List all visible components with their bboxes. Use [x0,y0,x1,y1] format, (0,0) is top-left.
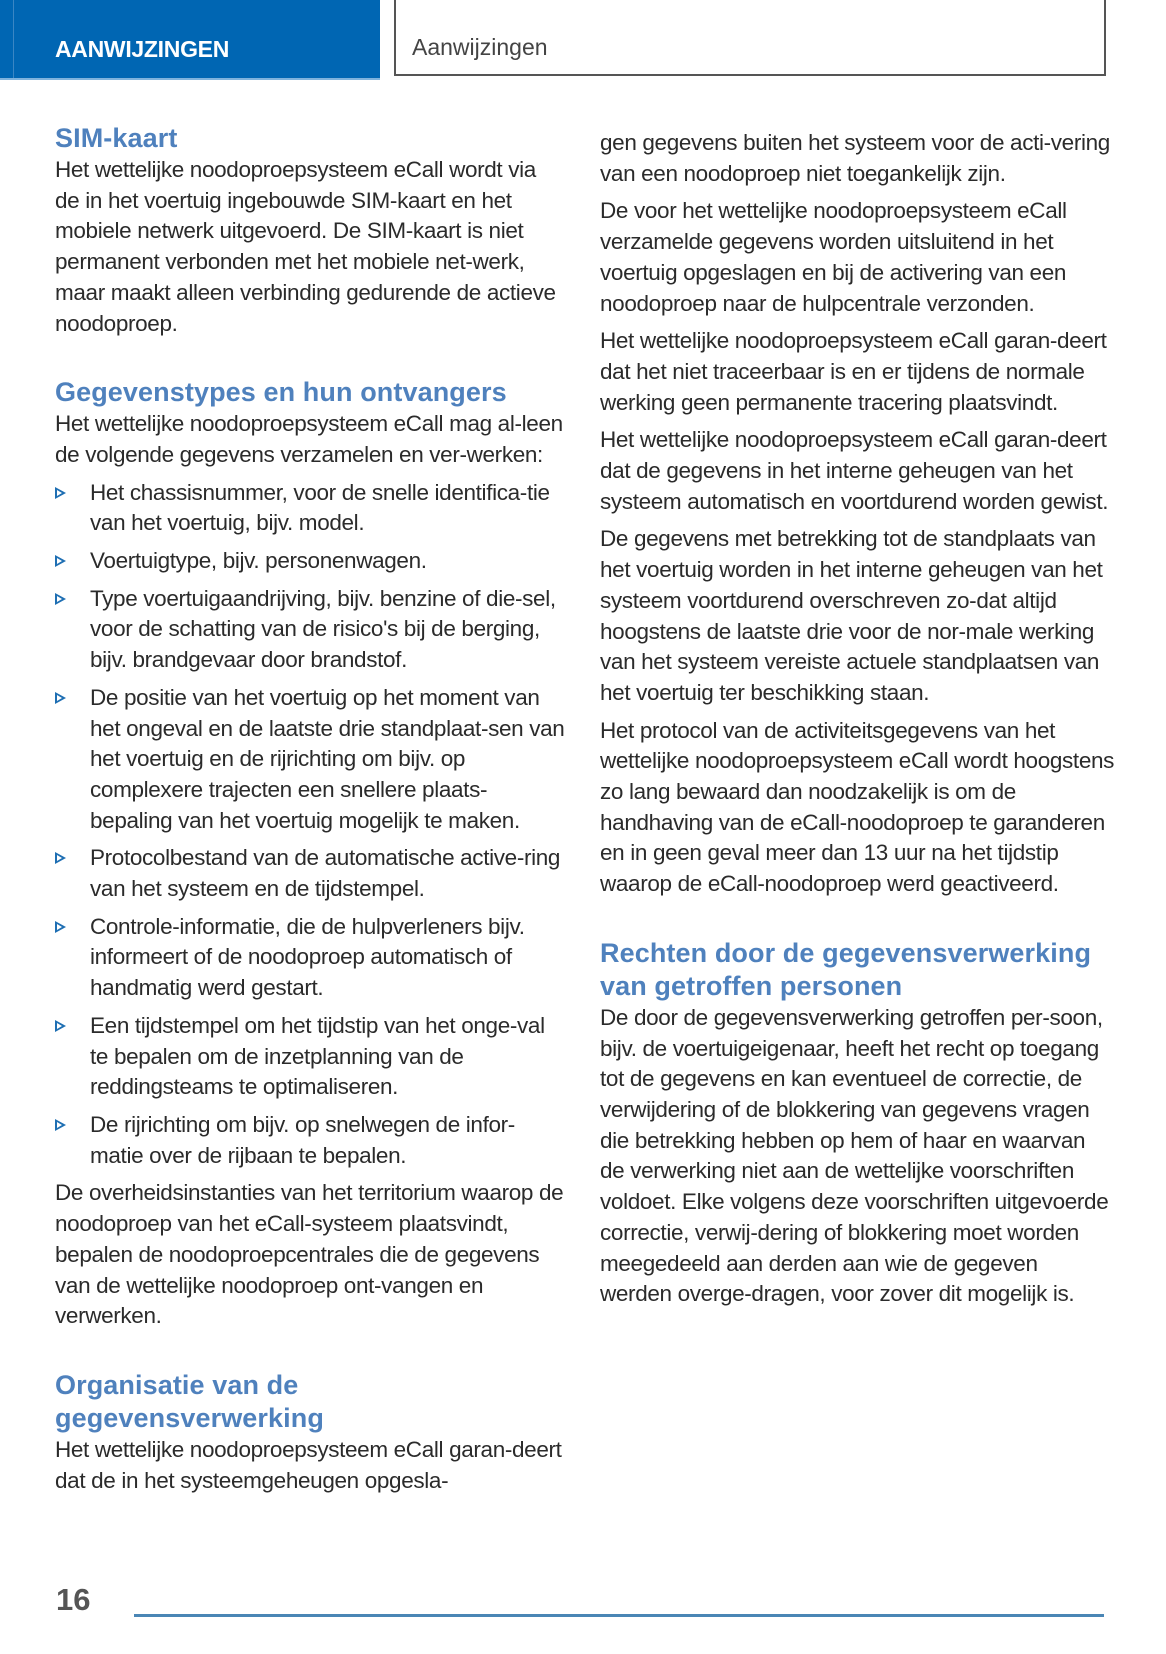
paragraph-data-types-outro: De overheidsinstanties van het territorium waarop de noodoproep van het eCall-systeem plaatsvindt, bepalen de noodoproepcentrales die de gegevens van de wettelijke noodoproep ont-vangen en verwerken. [55,1180,564,1329]
heading-rights: Rechten door de gegevensverwerking van getroffen personen [600,937,1092,1001]
triangle-bullet-icon [55,1020,66,1032]
section-spacer [600,907,1115,937]
list-item-text: Het chassisnummer, voor de snelle identifica-tie van het voertuig, bijv. model. [90,479,550,536]
list-item [55,478,565,539]
section-spacer [55,346,565,376]
heading-sim-kaart: SIM-kaart [55,123,178,153]
list-item-text: De rijrichting om bijv. op snelwegen de infor-matie over de rijbaan te bepalen. [90,1111,515,1168]
list-item [55,584,565,676]
section-tab-label: AANWIJZINGEN [55,36,230,62]
paragraph-sim-kaart: Het wettelijke noodoproepsysteem eCall wordt via de in het voertuig ingebouwde SIM-kaart en het mobiele netwerk uitgevoerd. De SIM-kaart is niet permanent verbonden met het mobiele net-werk, maar maakt alleen verbinding gedurende de actieve noodoproep. [55,157,556,336]
triangle-bullet-icon [55,921,66,933]
paragraph-data-types-intro: Het wettelijke noodoproepsysteem eCall mag al-leen de volgende gegevens verzamelen en ver-werken: [55,411,563,467]
heading-data-types: Gegevenstypes en hun ontvangers [55,377,507,408]
paragraph-rights: De door de gegevensverwerking getroffen per-soon, bijv. de voertuigeigenaar, heeft het recht op toegang tot de gegevens en kan eventueel de correctie, de verwijdering of de blokkering van gegevens vragen die betrekking hebben op hem of haar en waarvan de verwerking niet aan de wettelijke voorschriften voldoet. Elke volgens deze voorschriften uitgevoerde correctie, verwij-dering of blokkering moet worden meegedeeld aan derden aan wie de gegeven werden overge-dragen, voor zover dit mogelijk is. [600,1004,1109,1307]
list-item-text: De positie van het voertuig op het moment van het ongeval en de laatste drie standplaat-sen van het voertuig en de rijrichting om bijv. op complexere trajecten een snellere plaats-bepaling van het voertuig mogelijk te maken. [90,684,565,833]
list-item [55,1011,565,1103]
list-item [55,1110,565,1171]
list-item [55,683,565,837]
data-types-list [55,478,565,1172]
heading-organisation: Organisatie van de gegevensverwerking [55,1369,324,1433]
paragraph: De voor het wettelijke noodoproepsysteem eCall verzamelde gegevens worden uitsluitend in het voertuig opgeslagen en bij de activering van een noodoproep naar de hulpcentrale verzonden. [600,198,1067,316]
triangle-bullet-icon [55,487,66,499]
paragraph: Het wettelijke noodoproepsysteem eCall garan-deert dat het niet traceerbaar is en er tijdens de normale werking geen permanente tracering plaatsvindt. [600,328,1107,415]
triangle-bullet-icon [55,852,66,864]
list-item-text: Controle-informatie, die de hulpverleners bijv. informeert of de noodoproep automatisch of handmatig werd gestart. [90,913,525,1001]
triangle-bullet-icon [55,692,66,704]
list-item-text: Type voertuigaandrijving, bijv. benzine of die-sel, voor de schatting van de risico's bij de berging, bijv. brandgevaar door brandstof. [90,585,556,673]
right-column [600,128,1115,1317]
left-column [55,122,565,1503]
list-item [55,912,565,1004]
section-title-box [394,0,1106,76]
paragraph: gen gegevens buiten het systeem voor de acti-vering van een noodoproep niet toegankelijk zijn. [600,130,1110,186]
triangle-bullet-icon [55,555,66,567]
page-number: 16 [56,1582,91,1617]
tab-divider [13,0,14,78]
list-item-text: Een tijdstempel om het tijdstip van het onge-val te bepalen om de inzetplanning van de reddingsteams te optimaliseren. [90,1012,545,1100]
footer-rule [134,1614,1104,1617]
section-title: Aanwijzingen [412,34,548,60]
list-item [55,843,565,904]
triangle-bullet-icon [55,593,66,605]
list-item-text: Protocolbestand van de automatische active-ring van het systeem en de tijdstempel. [90,845,561,902]
paragraph: De gegevens met betrekking tot de standplaats van het voertuig worden in het interne geheugen van het systeem voortdurend overschreven zo-dat altijd hoogstens de laatste drie voor de nor-male werking van het systeem vereiste actuele standplaatsen van het voertuig ter beschikking staan. [600,526,1103,705]
list-item [55,546,565,577]
section-tab [0,0,380,80]
list-item-text: Voertuigtype, bijv. personenwagen. [90,548,427,574]
paragraph: Het wettelijke noodoproepsysteem eCall garan-deert dat de gegevens in het interne geheugen van het systeem automatisch en voortdurend worden gewist. [600,427,1109,514]
paragraph: Het protocol van de activiteitsgegevens van het wettelijke noodoproepsysteem eCall wordt hoogstens zo lang bewaard dan noodzakelijk is om de handhaving van de eCall-noodoproep te garanderen en in geen geval meer dan 13 uur na het tijdstip waarop de eCall-noodoproep werd geactiveerd. [600,717,1115,897]
triangle-bullet-icon [55,1119,66,1131]
paragraph-organisation: Het wettelijke noodoproepsysteem eCall garan-deert dat de in het systeemgeheugen opgesla- [55,1436,562,1493]
section-spacer [55,1339,565,1369]
